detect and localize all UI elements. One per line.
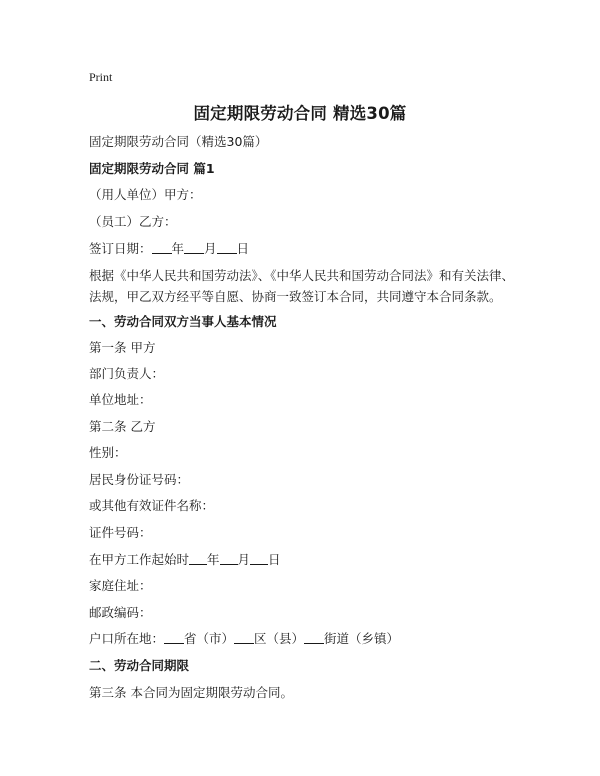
postal-code-line: 邮政编码： (89, 605, 152, 620)
sign-date-month-blank (184, 241, 204, 254)
hukou-province-blank (164, 631, 184, 644)
document-subtitle: 固定期限劳动合同（精选30篇） (89, 134, 268, 149)
sign-date-day: 日 (236, 241, 250, 256)
id-number-line: 居民身份证号码： (89, 472, 190, 487)
hukou-street-blank (304, 631, 324, 644)
work-start-year-blank (189, 552, 207, 565)
sign-date-label: 签订日期： (89, 241, 152, 256)
sign-date-month: 月 (204, 241, 217, 256)
sign-date-year-blank (152, 241, 172, 254)
print-label: Print (89, 70, 113, 84)
work-start-day: 日 (268, 552, 281, 567)
article1-line: 第一条 甲方 (89, 340, 156, 355)
hukou-province: 省（市） (184, 631, 235, 646)
party-b-line: （员工）乙方： (89, 214, 177, 229)
hukou-line (89, 630, 399, 648)
cert-number-line: 证件号码： (89, 525, 152, 540)
hukou-district: 区（县） (254, 631, 305, 646)
sign-date-line (89, 240, 249, 258)
section-heading: 固定期限劳动合同 篇1 (89, 161, 215, 176)
work-start-label: 在甲方工作起始时 (89, 552, 190, 567)
work-start-month-blank (220, 552, 238, 565)
part1-heading: 一、劳动合同双方当事人基本情况 (89, 314, 277, 329)
document-title: 固定期限劳动合同 精选30篇 (193, 104, 407, 123)
work-start-month: 月 (237, 552, 251, 567)
sign-date-day-blank (217, 241, 237, 254)
article2-line: 第二条 乙方 (89, 419, 156, 434)
preamble-paragraph: 根据《中华人民共和国劳动法》、《中华人民共和国劳动合同法》和有关法律、法规，甲乙双方经平等自愿、协商一致签订本合同，共同遵守本合同条款。 (89, 268, 515, 304)
work-start-day-blank (250, 552, 268, 565)
hukou-street: 街道（乡镇） (324, 631, 400, 646)
party-a-line: （用人单位）甲方： (89, 187, 202, 202)
article3-line: 第三条 本合同为固定期限劳动合同。 (89, 685, 293, 700)
hukou-label: 户口所在地： (89, 631, 165, 646)
part2-heading: 二、劳动合同期限 (89, 658, 190, 673)
gender-line: 性别： (89, 445, 127, 460)
work-start-year: 年 (207, 552, 220, 567)
home-address-line: 家庭住址： (89, 578, 152, 593)
other-id-name-line: 或其他有效证件名称： (89, 498, 215, 513)
work-start-line (89, 551, 281, 569)
dept-head-line: 部门负责人： (89, 366, 165, 381)
hukou-district-blank (234, 631, 254, 644)
unit-address-line: 单位地址： (89, 392, 152, 407)
sign-date-year: 年 (171, 241, 185, 256)
